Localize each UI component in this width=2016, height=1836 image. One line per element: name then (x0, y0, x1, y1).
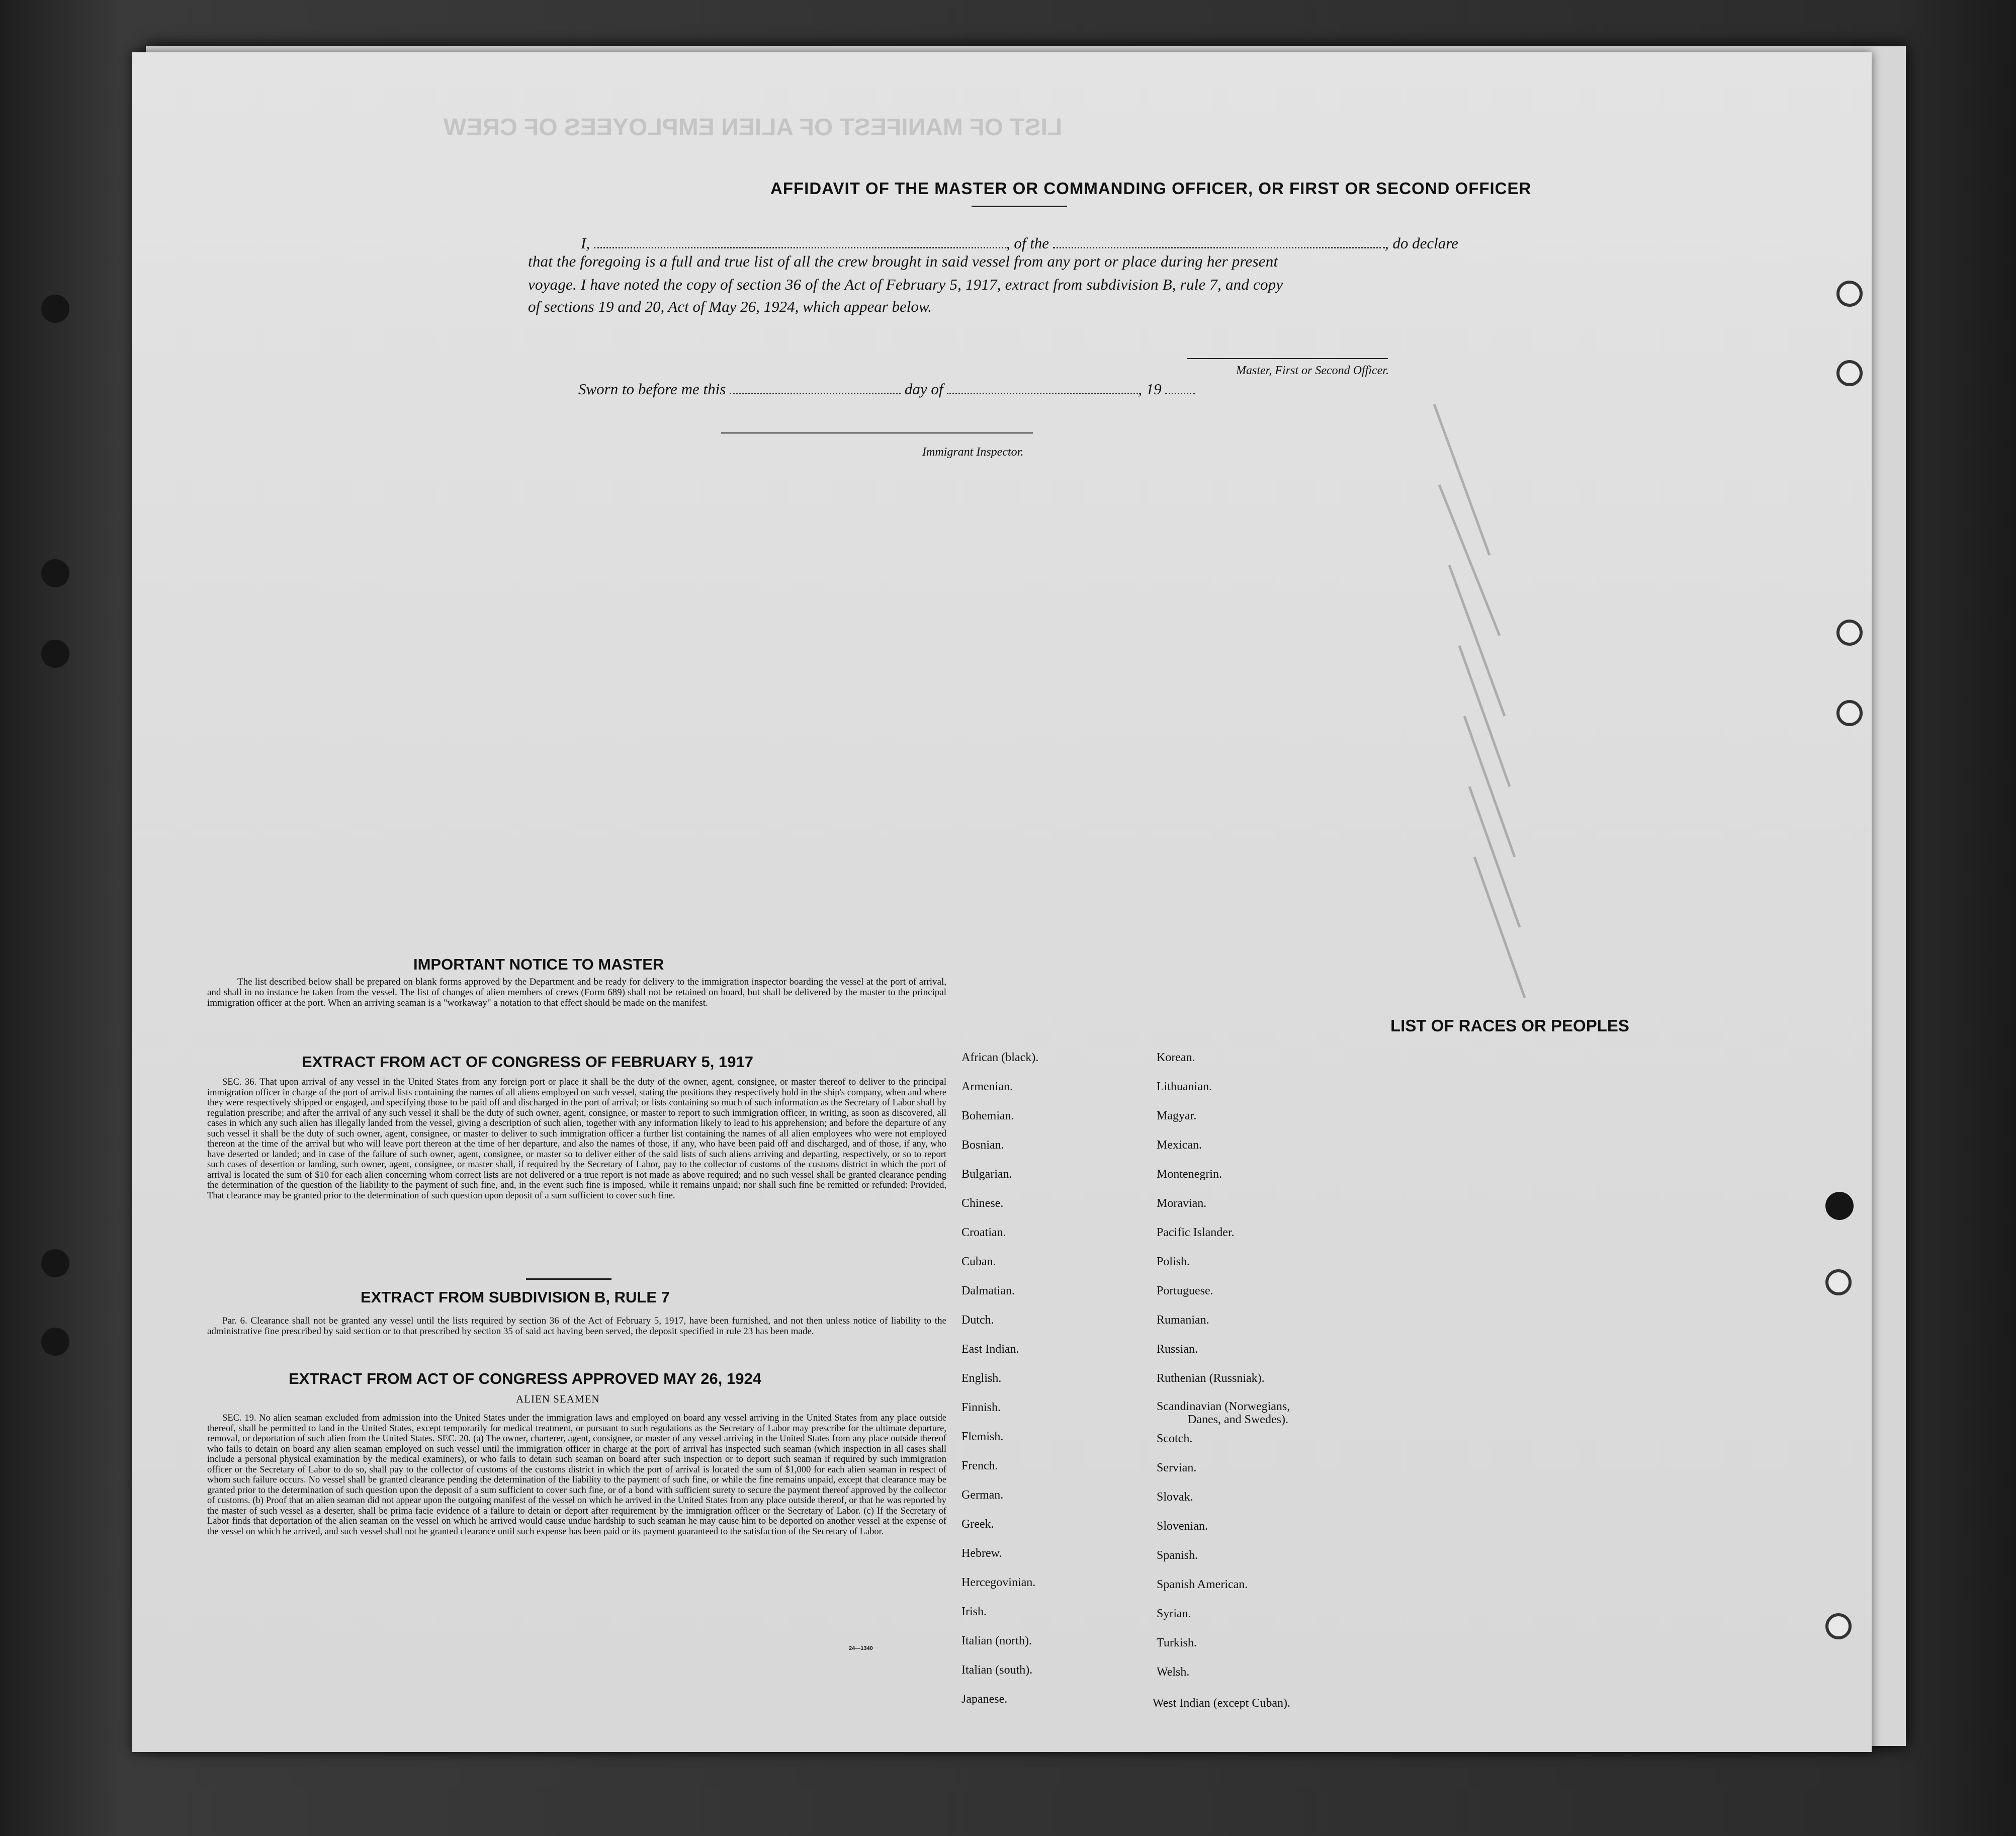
race-item: Mexican. (1157, 1139, 1202, 1152)
race-item: Chinese. (961, 1197, 1004, 1210)
race-item: Greek. (961, 1518, 994, 1531)
master-signature-line (1187, 358, 1388, 359)
race-item: Japanese. (961, 1693, 1008, 1706)
binder-hole (41, 640, 69, 668)
rule7-title: EXTRACT FROM SUBDIVISION B, RULE 7 (361, 1288, 670, 1306)
inspector-signature-label: Immigrant Inspector. (922, 446, 1024, 459)
binder-hole (1825, 1192, 1854, 1220)
binder-hole (41, 1249, 69, 1277)
race-item: Finnish. (961, 1401, 1001, 1414)
race-item: Korean. (1157, 1051, 1195, 1064)
race-item: Montenegrin. (1157, 1168, 1222, 1181)
bleed-through-text: LIST OF MANIFEST OF ALIEN EMPLOYEES OF CREW (444, 114, 1063, 141)
race-item: Slovenian. (1157, 1520, 1208, 1533)
race-item: East Indian. (961, 1343, 1019, 1356)
sworn-day-blank (730, 390, 901, 394)
pencil-marks (1429, 404, 1540, 1008)
extract-1924-subtitle: ALIEN SEAMEN (516, 1393, 600, 1405)
race-item: English. (961, 1372, 1002, 1385)
race-item: Slovak. (1157, 1491, 1193, 1504)
race-item: African (black). (961, 1051, 1039, 1064)
race-item: Cuban. (961, 1255, 996, 1268)
race-item: West Indian (except Cuban). (1153, 1697, 1290, 1710)
master-signature-label: Master, First or Second Officer. (1236, 364, 1389, 377)
race-item: Irish. (961, 1605, 987, 1618)
binder-hole (1836, 700, 1863, 726)
race-item: Scandinavian (Norwegians, (1157, 1400, 1290, 1413)
form-number: 24—1340 (849, 1645, 873, 1651)
binder-hole (41, 295, 69, 323)
sworn-line: Sworn to before me this day of , 19 (578, 380, 1383, 398)
race-item: Italian (north). (961, 1634, 1032, 1647)
vessel-blank (1053, 244, 1385, 248)
extract-1924-title: EXTRACT FROM ACT OF CONGRESS APPROVED MAY 26, 1924 (289, 1370, 761, 1387)
binder-hole (41, 559, 69, 587)
affidavit-line-2: that the foregoing is a full and true list of all the crew brought in said vessel from any port or place during her present (528, 252, 1278, 270)
notice-body: The list described below shall be prepared on blank forms approved by the Department and be ready for delivery to the immigration inspector boarding the vessel at the port of arrival, and shall in no instance be taken from the vessel. The list of changes of alien members of crews (Form 689) shall not be retained on board, but shall be delivered by the master to the principal immigration officer at the port. When an arriving seaman is a "workaway" a notation to that effect should be made on the manifest. (207, 977, 946, 1008)
binder-hole (1836, 620, 1863, 646)
race-item: Servian. (1157, 1461, 1197, 1474)
race-item: Magyar. (1157, 1109, 1197, 1122)
race-item: Rumanian. (1157, 1314, 1209, 1327)
rule7-separator (526, 1278, 611, 1280)
race-item: Syrian. (1157, 1607, 1191, 1620)
binder-hole (1825, 1269, 1852, 1295)
race-item: Bohemian. (961, 1109, 1014, 1122)
affidavit-line-3: voyage. I have noted the copy of section 36 of the Act of February 5, 1917, extract from subdivision B, rule 7, and copy (528, 276, 1283, 293)
race-item: German. (961, 1489, 1004, 1502)
affidavit-line-4: of sections 19 and 20, Act of May 26, 1924, which appear below. (528, 298, 932, 315)
sworn-month-blank (947, 390, 1138, 394)
race-item: Flemish. (961, 1430, 1004, 1443)
race-item: Dalmatian. (961, 1284, 1015, 1297)
inspector-signature-line (721, 432, 1033, 433)
race-item: Bosnian. (961, 1139, 1004, 1152)
race-item: Pacific Islander. (1157, 1226, 1235, 1239)
race-item: Russian. (1157, 1343, 1198, 1356)
document-page (132, 52, 1872, 1752)
race-item: Welsh. (1157, 1666, 1190, 1679)
race-item: Spanish. (1157, 1549, 1198, 1562)
race-item: French. (961, 1459, 998, 1472)
rule7-body: Par. 6. Clearance shall not be granted any vessel until the lists required by section 36 of the Act of February 5, 1917, have been furnished, and not then unless notice of liability to the administrative fine prescribed by said section or to that prescribed by section 35 of said act having been served, the deposit specified in rule 23 has been made. (207, 1316, 946, 1337)
race-item: Italian (south). (961, 1664, 1033, 1677)
race-item: Scotch. (1157, 1432, 1193, 1445)
race-item: Hercegovinian. (961, 1576, 1036, 1589)
race-item: Polish. (1157, 1255, 1190, 1268)
name-blank (594, 244, 1006, 248)
race-item: Spanish American. (1157, 1578, 1248, 1591)
race-item: Armenian. (961, 1080, 1013, 1093)
race-item: Hebrew. (961, 1547, 1002, 1560)
binder-hole (1825, 1613, 1852, 1639)
binder-hole (41, 1328, 69, 1356)
race-item: Portuguese. (1157, 1284, 1213, 1297)
races-title: LIST OF RACES OR PEOPLES (1390, 1016, 1629, 1035)
title-underline (972, 206, 1067, 207)
affidavit-line-1: I, , of the , do declare (581, 234, 1458, 252)
extract-1924-body: SEC. 19. No alien seaman excluded from admission into the United States under the immigration laws and employed on board any vessel arriving in the United States from any place outside thereof, shall be permitted to land in the United States, except temporarily for medical treatment, or pursuant to such regulations as the Secretary of Labor may prescribe for the ultimate departure, removal, or deportation of such alien from the United States. SEC. 20. (a) The owner, charterer, agent, consignee, or master of any vessel arriving in the United States from any place outside thereof who fails to detain on board any alien seaman employed on such vessel until the immigration officer in charge at the port of arrival has inspected such seaman (which inspection in all cases shall include a personal physical examination by the medical examiners), or who fails to detain such seaman on board after such inspection or to deport such seaman if required by such immigration officer or the Secretary of Labor to do so, shall pay to the collector of customs of the customs district in which the port of arrival is located the sum of $1,000 for each alien seaman in respect of whom such failure occurs. No vessel shall be granted clearance pending the determination of the liability to the payment of such fine, or while the fine remains unpaid, except that clearance may be granted prior to the determination of such question upon the deposit of a sum sufficient to cover such fine, or of a bond with sufficient surety to secure the payment thereof approved by the collector of customs. (b) Proof that an alien seaman did not appear upon the outgoing manifest of the vessel on which he arrived in the United States from any place outside thereof, or that he was reported by the master of such vessel as a deserter, shall be prima facie evidence of a failure to detain or deport after requirement by the immigration officer or the Secretary of Labor. (c) If the Secretary of Labor finds that deportation of the alien seaman on the vessel on which he arrived would cause undue hardship to such seaman he may cause him to be deported on another vessel at the expense of the vessel on which he arrived, and such vessel shall not be granted clearance until such expense has been paid or its payment guaranteed to the satisfaction of the Secretary of Labor. (207, 1413, 946, 1537)
race-item: Bulgarian. (961, 1168, 1012, 1181)
extract-1917-title: EXTRACT FROM ACT OF CONGRESS OF FEBRUARY 5, 1917 (302, 1053, 753, 1071)
race-item: Danes, and Swedes). (1188, 1413, 1288, 1426)
race-item: Croatian. (961, 1226, 1006, 1239)
binder-hole (1836, 360, 1863, 386)
race-item: Ruthenian (Russniak). (1157, 1372, 1265, 1385)
sworn-year-blank (1165, 390, 1195, 394)
notice-title: IMPORTANT NOTICE TO MASTER (413, 955, 664, 973)
race-item: Moravian. (1157, 1197, 1207, 1210)
race-item: Dutch. (961, 1314, 994, 1327)
extract-1917-body: SEC. 36. That upon arrival of any vessel in the United States from any foreign port or place it shall be the duty of the owner, agent, consignee, or master thereof to deliver to the principal immigration officer in charge of the port of arrival lists containing the names of all aliens employed on such vessel, stating the positions they respectively hold in the ship's company, when and where they were respectively shipped or engaged, and specifying those to be paid off and discharged in the port of arrival; or lists containing so much of such information as the Secretary of Labor shall by regulation prescribe; and after the arrival of any such vessel it shall be the duty of such owner, agent, consignee, or master to report to such immigration officer, in writing, as soon as discovered, all cases in which any such alien has illegally landed from the vessel, giving a description of such alien, together with any information likely to lead to his apprehension; and before the departure of any such vessel it shall be the duty of such owner, agent, consignee, or master to deliver to such immigration officer a further list containing the names of all alien employees who were not employed thereon at the time of the arrival but who will leave port thereon at the time of her departure, and also the names of those, if any, who have been paid off and discharged, and of those, if any, who have deserted or landed; and in case of the failure of such owner, agent, consignee, or master so to deliver either of the said lists of such aliens arriving and departing, respectively, or so to report such cases of desertion or landing, such owner, agent, consignee, or master shall, if required by the Secretary of Labor, pay to the collector of customs of the customs district in which the port of arrival is located the sum of $10 for each alien concerning whom correct lists are not delivered or a true report is not made as above required; and no such vessel shall be granted clearance pending the determination of the question of the liability to the payment of such fine, and, in the event such fine is imposed, while it remains unpaid; nor shall such fine be remitted or refunded: Provided, That clearance may be granted prior to the determination of such question upon deposit of a sum sufficient to cover such fine. (207, 1077, 946, 1201)
race-item: Lithuanian. (1157, 1080, 1212, 1093)
race-item: Turkish. (1157, 1636, 1197, 1649)
binder-hole (1836, 281, 1863, 307)
affidavit-title: AFFIDAVIT OF THE MASTER OR COMMANDING OFFICER, OR FIRST OR SECOND OFFICER (770, 179, 1532, 198)
